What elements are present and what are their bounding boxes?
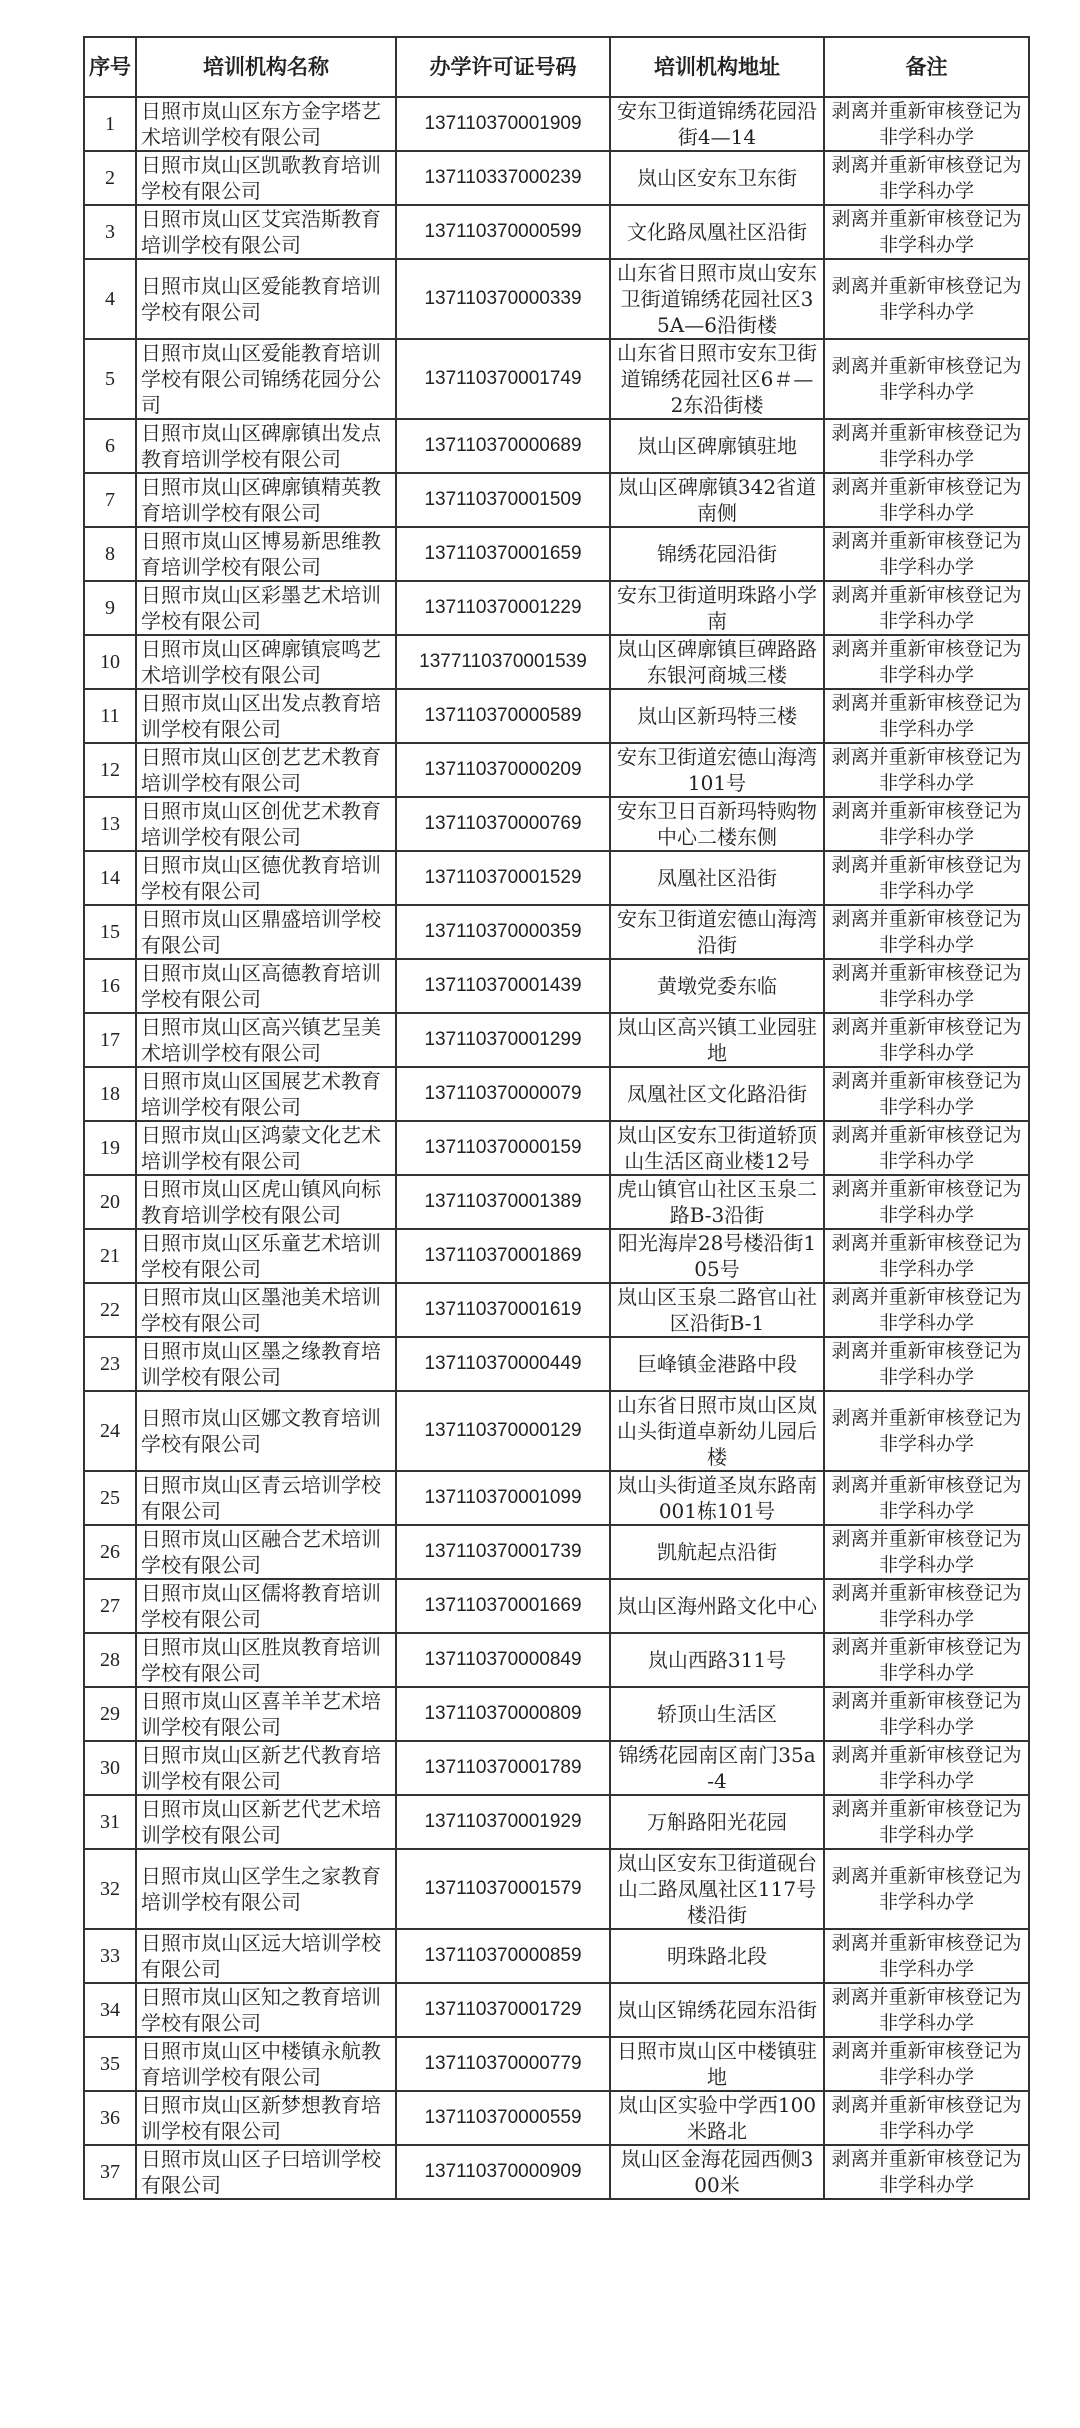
row-institution-address: 岚山区高兴镇工业园驻地 (610, 1013, 824, 1067)
row-remarks: 剥离并重新审核登记为非学科办学 (824, 97, 1029, 151)
row-remarks: 剥离并重新审核登记为非学科办学 (824, 1337, 1029, 1391)
row-institution-address: 岚山区碑廓镇342省道南侧 (610, 473, 824, 527)
table-row (84, 1579, 1029, 1633)
row-institution-name: 日照市岚山区高兴镇艺呈美术培训学校有限公司 (136, 1013, 396, 1067)
row-institution-name: 日照市岚山区中楼镇永航教育培训学校有限公司 (136, 2037, 396, 2091)
header-license-number: 办学许可证号码 (396, 37, 610, 97)
row-institution-name: 日照市岚山区德优教育培训学校有限公司 (136, 851, 396, 905)
table-row (84, 959, 1029, 1013)
row-remarks: 剥离并重新审核登记为非学科办学 (824, 689, 1029, 743)
row-institution-address: 岚山西路311号 (610, 1633, 824, 1687)
row-license-number: 137110370000129 (396, 1391, 610, 1471)
row-license-number: 137110370001099 (396, 1471, 610, 1525)
row-institution-name: 日照市岚山区碑廓镇宸鸣艺术培训学校有限公司 (136, 635, 396, 689)
table-row (84, 1687, 1029, 1741)
row-institution-name: 日照市岚山区青云培训学校有限公司 (136, 1471, 396, 1525)
table-row (84, 635, 1029, 689)
row-license-number: 137110370001789 (396, 1741, 610, 1795)
row-license-number: 137110370001739 (396, 1525, 610, 1579)
header-institution-address: 培训机构地址 (610, 37, 824, 97)
table-header-row (84, 37, 1029, 97)
row-institution-address: 安东卫街道宏德山海湾沿街 (610, 905, 824, 959)
row-institution-name: 日照市岚山区艾宾浩斯教育培训学校有限公司 (136, 205, 396, 259)
table-row (84, 851, 1029, 905)
row-serial-number: 15 (84, 905, 136, 959)
row-license-number: 137110370000589 (396, 689, 610, 743)
row-institution-name: 日照市岚山区儒将教育培训学校有限公司 (136, 1579, 396, 1633)
institution-table-sheet (83, 36, 1028, 2200)
row-serial-number: 25 (84, 1471, 136, 1525)
row-institution-name: 日照市岚山区子曰培训学校有限公司 (136, 2145, 396, 2199)
table-row (84, 2145, 1029, 2199)
row-license-number: 137110370000079 (396, 1067, 610, 1121)
row-institution-name: 日照市岚山区博易新思维教育培训学校有限公司 (136, 527, 396, 581)
table-row (84, 905, 1029, 959)
row-serial-number: 18 (84, 1067, 136, 1121)
row-institution-name: 日照市岚山区知之教育培训学校有限公司 (136, 1983, 396, 2037)
row-serial-number: 3 (84, 205, 136, 259)
row-serial-number: 24 (84, 1391, 136, 1471)
row-remarks: 剥离并重新审核登记为非学科办学 (824, 2145, 1029, 2199)
row-institution-address: 岚山区新玛特三楼 (610, 689, 824, 743)
row-institution-address: 明珠路北段 (610, 1929, 824, 1983)
row-remarks: 剥离并重新审核登记为非学科办学 (824, 797, 1029, 851)
row-license-number: 137110370000209 (396, 743, 610, 797)
table-row (84, 1067, 1029, 1121)
row-institution-address: 岚山区碑廓镇驻地 (610, 419, 824, 473)
row-remarks: 剥离并重新审核登记为非学科办学 (824, 851, 1029, 905)
row-remarks: 剥离并重新审核登记为非学科办学 (824, 1525, 1029, 1579)
row-remarks: 剥离并重新审核登记为非学科办学 (824, 527, 1029, 581)
row-remarks: 剥离并重新审核登记为非学科办学 (824, 1391, 1029, 1471)
row-remarks: 剥离并重新审核登记为非学科办学 (824, 339, 1029, 419)
header-institution-name: 培训机构名称 (136, 37, 396, 97)
row-remarks: 剥离并重新审核登记为非学科办学 (824, 581, 1029, 635)
row-institution-name: 日照市岚山区喜羊羊艺术培训学校有限公司 (136, 1687, 396, 1741)
row-license-number: 1377110370001539 (396, 635, 610, 689)
row-institution-name: 日照市岚山区鼎盛培训学校有限公司 (136, 905, 396, 959)
row-license-number: 137110370001509 (396, 473, 610, 527)
row-license-number: 137110370000689 (396, 419, 610, 473)
row-institution-address: 日照市岚山区中楼镇驻地 (610, 2037, 824, 2091)
table-row (84, 419, 1029, 473)
table-row (84, 97, 1029, 151)
row-institution-name: 日照市岚山区国展艺术教育培训学校有限公司 (136, 1067, 396, 1121)
row-license-number: 137110370001389 (396, 1175, 610, 1229)
row-license-number: 137110370001659 (396, 527, 610, 581)
table-row (84, 1337, 1029, 1391)
row-serial-number: 36 (84, 2091, 136, 2145)
header-remarks: 备注 (824, 37, 1029, 97)
table-row (84, 1983, 1029, 2037)
row-serial-number: 26 (84, 1525, 136, 1579)
row-license-number: 137110370000809 (396, 1687, 610, 1741)
row-serial-number: 6 (84, 419, 136, 473)
table-row (84, 1013, 1029, 1067)
table-row (84, 339, 1029, 419)
row-institution-address: 万斛路阳光花园 (610, 1795, 824, 1849)
row-institution-address: 锦绣花园南区南门35a-4 (610, 1741, 824, 1795)
row-remarks: 剥离并重新审核登记为非学科办学 (824, 205, 1029, 259)
row-license-number: 137110370000769 (396, 797, 610, 851)
row-license-number: 137110370000779 (396, 2037, 610, 2091)
row-license-number: 137110370000359 (396, 905, 610, 959)
row-remarks: 剥离并重新审核登记为非学科办学 (824, 1175, 1029, 1229)
table-row (84, 205, 1029, 259)
row-institution-address: 岚山区玉泉二路官山社区沿街B-1 (610, 1283, 824, 1337)
table-row (84, 527, 1029, 581)
row-institution-address: 阳光海岸28号楼沿街105号 (610, 1229, 824, 1283)
row-institution-name: 日照市岚山区彩墨艺术培训学校有限公司 (136, 581, 396, 635)
row-institution-address: 锦绣花园沿街 (610, 527, 824, 581)
row-institution-name: 日照市岚山区新艺代教育培训学校有限公司 (136, 1741, 396, 1795)
table-row (84, 2037, 1029, 2091)
row-serial-number: 17 (84, 1013, 136, 1067)
row-remarks: 剥离并重新审核登记为非学科办学 (824, 1633, 1029, 1687)
table-row (84, 1929, 1029, 1983)
row-license-number: 137110370000909 (396, 2145, 610, 2199)
row-license-number: 137110370000599 (396, 205, 610, 259)
row-license-number: 137110337000239 (396, 151, 610, 205)
row-institution-name: 日照市岚山区爱能教育培训学校有限公司 (136, 259, 396, 339)
row-remarks: 剥离并重新审核登记为非学科办学 (824, 1121, 1029, 1175)
row-institution-address: 凯航起点沿街 (610, 1525, 824, 1579)
row-institution-address: 山东省日照市岚山区岚山头街道卓新幼儿园后楼 (610, 1391, 824, 1471)
table-row (84, 1741, 1029, 1795)
institution-table (83, 36, 1030, 2200)
row-institution-address: 文化路凤凰社区沿街 (610, 205, 824, 259)
row-institution-name: 日照市岚山区高德教育培训学校有限公司 (136, 959, 396, 1013)
row-serial-number: 30 (84, 1741, 136, 1795)
row-serial-number: 29 (84, 1687, 136, 1741)
row-institution-name: 日照市岚山区出发点教育培训学校有限公司 (136, 689, 396, 743)
row-institution-name: 日照市岚山区乐童艺术培训学校有限公司 (136, 1229, 396, 1283)
table-row (84, 689, 1029, 743)
row-serial-number: 31 (84, 1795, 136, 1849)
row-remarks: 剥离并重新审核登记为非学科办学 (824, 1687, 1029, 1741)
row-remarks: 剥离并重新审核登记为非学科办学 (824, 1579, 1029, 1633)
row-remarks: 剥离并重新审核登记为非学科办学 (824, 1795, 1029, 1849)
table-row (84, 473, 1029, 527)
row-license-number: 137110370001299 (396, 1013, 610, 1067)
row-institution-address: 岚山区实验中学西100米路北 (610, 2091, 824, 2145)
row-serial-number: 16 (84, 959, 136, 1013)
row-serial-number: 8 (84, 527, 136, 581)
row-remarks: 剥离并重新审核登记为非学科办学 (824, 1929, 1029, 1983)
row-license-number: 137110370000859 (396, 1929, 610, 1983)
row-institution-name: 日照市岚山区爱能教育培训学校有限公司锦绣花园分公司 (136, 339, 396, 419)
table-row (84, 1633, 1029, 1687)
row-license-number: 137110370001619 (396, 1283, 610, 1337)
row-serial-number: 1 (84, 97, 136, 151)
row-remarks: 剥离并重新审核登记为非学科办学 (824, 473, 1029, 527)
row-institution-name: 日照市岚山区碑廓镇精英教育培训学校有限公司 (136, 473, 396, 527)
row-license-number: 137110370000449 (396, 1337, 610, 1391)
row-serial-number: 9 (84, 581, 136, 635)
row-institution-name: 日照市岚山区创优艺术教育培训学校有限公司 (136, 797, 396, 851)
row-serial-number: 35 (84, 2037, 136, 2091)
row-remarks: 剥离并重新审核登记为非学科办学 (824, 419, 1029, 473)
row-license-number: 137110370001729 (396, 1983, 610, 2037)
row-remarks: 剥离并重新审核登记为非学科办学 (824, 635, 1029, 689)
row-remarks: 剥离并重新审核登记为非学科办学 (824, 1849, 1029, 1929)
row-institution-name: 日照市岚山区东方金字塔艺术培训学校有限公司 (136, 97, 396, 151)
row-remarks: 剥离并重新审核登记为非学科办学 (824, 905, 1029, 959)
row-license-number: 137110370001439 (396, 959, 610, 1013)
row-institution-address: 岚山区安东卫街道轿顶山生活区商业楼12号 (610, 1121, 824, 1175)
row-institution-address: 岚山头街道圣岚东路南001栋101号 (610, 1471, 824, 1525)
row-institution-name: 日照市岚山区娜文教育培训学校有限公司 (136, 1391, 396, 1471)
row-serial-number: 28 (84, 1633, 136, 1687)
row-institution-name: 日照市岚山区新艺代艺术培训学校有限公司 (136, 1795, 396, 1849)
table-row (84, 743, 1029, 797)
row-serial-number: 20 (84, 1175, 136, 1229)
row-institution-name: 日照市岚山区虎山镇风向标教育培训学校有限公司 (136, 1175, 396, 1229)
row-license-number: 137110370001669 (396, 1579, 610, 1633)
row-serial-number: 13 (84, 797, 136, 851)
row-institution-address: 安东卫街道锦绣花园沿街4—14 (610, 97, 824, 151)
table-body (84, 97, 1029, 2199)
row-serial-number: 19 (84, 1121, 136, 1175)
row-institution-name: 日照市岚山区墨池美术培训学校有限公司 (136, 1283, 396, 1337)
row-institution-address: 安东卫日百新玛特购物中心二楼东侧 (610, 797, 824, 851)
row-license-number: 137110370001749 (396, 339, 610, 419)
row-license-number: 137110370000159 (396, 1121, 610, 1175)
row-serial-number: 4 (84, 259, 136, 339)
row-serial-number: 23 (84, 1337, 136, 1391)
row-remarks: 剥离并重新审核登记为非学科办学 (824, 151, 1029, 205)
row-remarks: 剥离并重新审核登记为非学科办学 (824, 259, 1029, 339)
row-remarks: 剥离并重新审核登记为非学科办学 (824, 1983, 1029, 2037)
header-serial-number: 序号 (84, 37, 136, 97)
row-institution-name: 日照市岚山区凯歌教育培训学校有限公司 (136, 151, 396, 205)
row-institution-name: 日照市岚山区远大培训学校有限公司 (136, 1929, 396, 1983)
row-remarks: 剥离并重新审核登记为非学科办学 (824, 1067, 1029, 1121)
row-remarks: 剥离并重新审核登记为非学科办学 (824, 1471, 1029, 1525)
row-institution-address: 虎山镇官山社区玉泉二路B-3沿街 (610, 1175, 824, 1229)
row-serial-number: 21 (84, 1229, 136, 1283)
row-institution-address: 岚山区金海花园西侧300米 (610, 2145, 824, 2199)
table-row (84, 581, 1029, 635)
row-institution-address: 黄墩党委东临 (610, 959, 824, 1013)
table-row (84, 1175, 1029, 1229)
table-row (84, 1391, 1029, 1471)
row-serial-number: 14 (84, 851, 136, 905)
table-row (84, 1849, 1029, 1929)
table-row (84, 1121, 1029, 1175)
row-remarks: 剥离并重新审核登记为非学科办学 (824, 1741, 1029, 1795)
row-institution-address: 岚山区锦绣花园东沿街 (610, 1983, 824, 2037)
row-institution-name: 日照市岚山区碑廓镇出发点教育培训学校有限公司 (136, 419, 396, 473)
row-serial-number: 37 (84, 2145, 136, 2199)
row-license-number: 137110370001229 (396, 581, 610, 635)
row-license-number: 137110370000339 (396, 259, 610, 339)
row-license-number: 137110370001529 (396, 851, 610, 905)
row-institution-name: 日照市岚山区融合艺术培训学校有限公司 (136, 1525, 396, 1579)
row-institution-address: 凤凰社区沿街 (610, 851, 824, 905)
row-remarks: 剥离并重新审核登记为非学科办学 (824, 2091, 1029, 2145)
row-serial-number: 32 (84, 1849, 136, 1929)
row-serial-number: 5 (84, 339, 136, 419)
table-row (84, 1283, 1029, 1337)
row-license-number: 137110370001929 (396, 1795, 610, 1849)
row-remarks: 剥离并重新审核登记为非学科办学 (824, 959, 1029, 1013)
table-row (84, 1471, 1029, 1525)
row-remarks: 剥离并重新审核登记为非学科办学 (824, 1013, 1029, 1067)
row-institution-name: 日照市岚山区鸿蒙文化艺术培训学校有限公司 (136, 1121, 396, 1175)
row-institution-name: 日照市岚山区创艺艺术教育培训学校有限公司 (136, 743, 396, 797)
row-serial-number: 27 (84, 1579, 136, 1633)
table-row (84, 797, 1029, 851)
table-row (84, 259, 1029, 339)
table-row (84, 1525, 1029, 1579)
row-remarks: 剥离并重新审核登记为非学科办学 (824, 743, 1029, 797)
row-serial-number: 11 (84, 689, 136, 743)
row-institution-address: 凤凰社区文化路沿街 (610, 1067, 824, 1121)
row-institution-address: 岚山区安东卫街道砚台山二路凤凰社区117号楼沿街 (610, 1849, 824, 1929)
row-institution-address: 巨峰镇金港路中段 (610, 1337, 824, 1391)
row-remarks: 剥离并重新审核登记为非学科办学 (824, 2037, 1029, 2091)
row-serial-number: 22 (84, 1283, 136, 1337)
row-institution-address: 岚山区碑廓镇巨碑路路东银河商城三楼 (610, 635, 824, 689)
row-institution-name: 日照市岚山区胜岚教育培训学校有限公司 (136, 1633, 396, 1687)
row-license-number: 137110370000559 (396, 2091, 610, 2145)
row-institution-address: 安东卫街道明珠路小学南 (610, 581, 824, 635)
row-serial-number: 10 (84, 635, 136, 689)
row-institution-name: 日照市岚山区新梦想教育培训学校有限公司 (136, 2091, 396, 2145)
table-row (84, 151, 1029, 205)
row-license-number: 137110370001579 (396, 1849, 610, 1929)
row-institution-address: 岚山区海州路文化中心 (610, 1579, 824, 1633)
row-institution-address: 山东省日照市安东卫街道锦绣花园社区6＃—2东沿街楼 (610, 339, 824, 419)
table-row (84, 2091, 1029, 2145)
row-institution-address: 安东卫街道宏德山海湾101号 (610, 743, 824, 797)
row-serial-number: 2 (84, 151, 136, 205)
row-remarks: 剥离并重新审核登记为非学科办学 (824, 1283, 1029, 1337)
row-institution-address: 山东省日照市岚山安东卫街道锦绣花园社区35A—6沿街楼 (610, 259, 824, 339)
row-serial-number: 7 (84, 473, 136, 527)
table-row (84, 1229, 1029, 1283)
row-remarks: 剥离并重新审核登记为非学科办学 (824, 1229, 1029, 1283)
row-institution-name: 日照市岚山区学生之家教育培训学校有限公司 (136, 1849, 396, 1929)
row-institution-address: 轿顶山生活区 (610, 1687, 824, 1741)
row-institution-name: 日照市岚山区墨之缘教育培训学校有限公司 (136, 1337, 396, 1391)
row-license-number: 137110370000849 (396, 1633, 610, 1687)
row-serial-number: 33 (84, 1929, 136, 1983)
table-row (84, 1795, 1029, 1849)
row-license-number: 137110370001869 (396, 1229, 610, 1283)
row-serial-number: 34 (84, 1983, 136, 2037)
row-license-number: 137110370001909 (396, 97, 610, 151)
row-institution-address: 岚山区安东卫东街 (610, 151, 824, 205)
row-serial-number: 12 (84, 743, 136, 797)
